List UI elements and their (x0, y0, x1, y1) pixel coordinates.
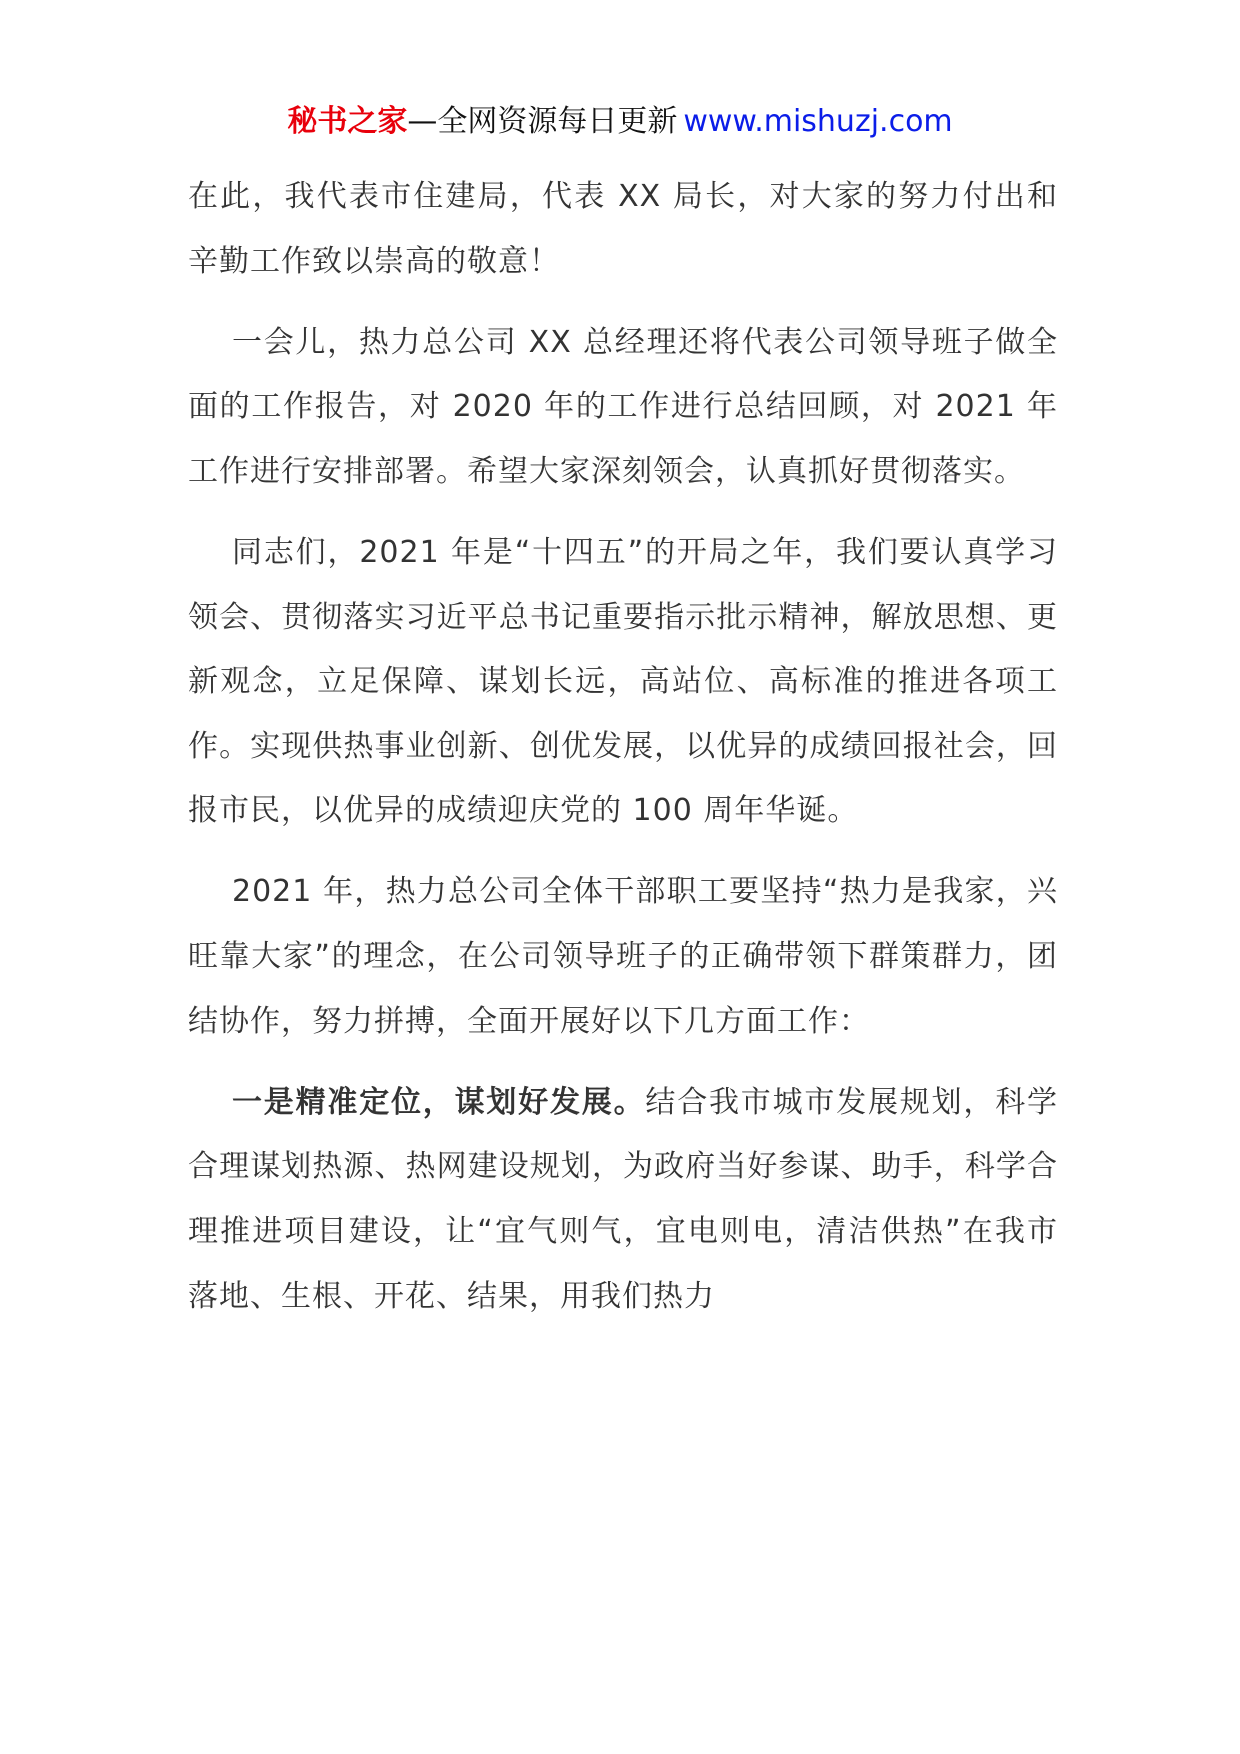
paragraph-5 (188, 1071, 1058, 1329)
page-header (0, 102, 1240, 142)
paragraph-3: 同志们，2021 年是“十四五”的开局之年，我们要认真学习领会、贯彻落实习近平总书记重要指示批示精神，解放思想、更新观念，立足保障、谋划长远，高站位、高标准的推进各项工作。实现供热事业创新、创优发展，以优异的成绩回报社会，回报市民，以优异的成绩迎庆党的 100 周年华诞。 (188, 534, 1058, 829)
paragraph-4: 2021 年，热力总公司全体干部职工要坚持“热力是我家，兴旺靠大家”的理念，在公司领导班子的正确带领下群策群力，团结协作，努力拼搏，全面开展好以下几方面工作： (188, 874, 1058, 1039)
paragraph-1: 在此，我代表市住建局，代表 XX 局长，对大家的努力付出和辛勤工作致以崇高的敬意！ (188, 179, 1058, 279)
document-body (188, 165, 1058, 1346)
paragraph-5-text: 结合我市城市发展规划，科学合理谋划热源、热网建设规划，为政府当好参谋、助手，科学合理推进项目建设，让“宜气则气，宜电则电，清洁供热”在我市落地、生根、开花、结果，用我们热力 (188, 1084, 1059, 1314)
paragraph-5-lead: 一是精准定位，谋划好发展。 (232, 1084, 646, 1120)
brand-name: 秘书之家 (287, 104, 408, 139)
site-url-link[interactable]: www.mishuzj.com (683, 104, 953, 139)
paragraph-2: 一会儿，热力总公司 XX 总经理还将代表公司领导班子做全面的工作报告，对 2020 年的工作进行总结回顾，对 2021 年工作进行安排部署。希望大家深刻领会，认真抓好贯彻落实。 (188, 324, 1058, 489)
header-tagline: —全网资源每日更新 (407, 104, 678, 139)
